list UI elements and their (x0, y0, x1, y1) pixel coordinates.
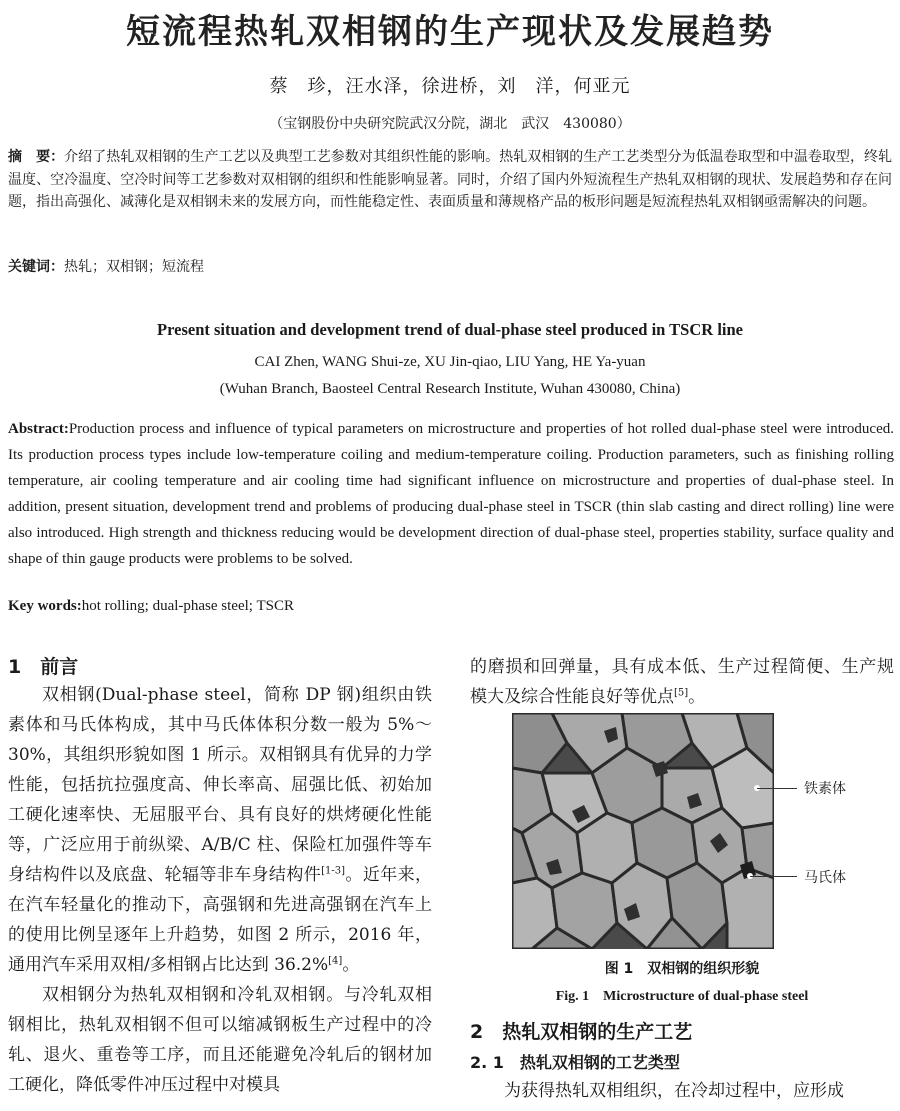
p1-text-b: 。近年来，在汽车轻量化的推动下，高强钢和先进高强钢在汽车上的使用比例呈逐年上升趋势，如图 2 所示，2016 年，通用汽车采用双相/多相钢占比达到 36.2% (8, 865, 433, 975)
paper-title-en: Present situation and development trend of dual-phase steel produced in TSCR line (157, 320, 743, 339)
affiliation-zh: （宝钢股份中央研究院武汉分院，湖北 武汉 430080） (269, 116, 631, 132)
figure-1-caption-en: Fig. 1 Microstructure of dual-phase steel (555, 989, 809, 1004)
ferrite-label: 铁素体 (804, 781, 846, 797)
abstract-en (8, 416, 894, 572)
affiliation-en: (Wuhan Branch, Baosteel Central Research Institute, Wuhan 430080, China) (219, 381, 681, 397)
martensite-label: 马氏体 (804, 870, 846, 886)
p1-text-a: 双相钢(Dual-phase steel，简称 DP 钢)组织由铁素体和马氏体构成，其中马氏体体积分数一般为 5%～30%，其组织形貌如图 1 所示。双相钢具有优异的力学性能，包括抗拉强度高、伸长率高、屈强比低、初始加工硬化速率快、无屈服平台、具有良好的烘烤硬化性能等，广泛应用于前纵梁、A/B/C 柱、保险杠加强件等车身结构件以及底盘、轮辐等非车身结构件 (8, 685, 432, 885)
section-2-heading: 2 热轧双相钢的生产工艺 (470, 1021, 693, 1043)
figure-1-caption-zh: 图 1 双相钢的组织形貌 (604, 961, 760, 977)
keywords-zh (8, 256, 204, 276)
section-2-1-heading: 2. 1 热轧双相钢的工艺类型 (470, 1053, 680, 1072)
abstract-zh-label: 摘 要： (8, 149, 65, 165)
keywords-zh-text: 热轧；双相钢；短流程 (64, 259, 204, 275)
abstract-en-label: Abstract: (8, 421, 69, 437)
paper-title: 短流程热轧双相钢的生产现状及发展趋势 (126, 12, 774, 52)
keywords-en-text: hot rolling; dual-phase steel; TSCR (81, 598, 294, 614)
keywords-en-label: Key words: (8, 598, 82, 614)
abstract-zh (8, 146, 892, 214)
section-2-1-paragraph: 为获得热轧双相组织，在冷却过程中，应形成 (504, 1081, 844, 1101)
authors-zh: 蔡 珍，汪水泽，徐进桥，刘 洋，何亚元 (269, 76, 631, 97)
section-1-heading: 1 前言 (8, 656, 79, 678)
citation-4: [4] (328, 955, 343, 967)
microstructure-image (512, 713, 774, 949)
ferrite-leader-line (757, 788, 797, 789)
section-1-body (8, 680, 432, 1100)
section-1-continued (470, 652, 894, 712)
abstract-zh-text: 介绍了热轧双相钢的生产工艺以及典型工艺参数对其组织性能的影响。热轧双相钢的生产工艺类型分为低温卷取型和中温卷取型，终轧温度、空冷温度、空冷时间等工艺参数对双相钢的组织和性能影响显著。同时，介绍了国内外短流程生产热轧双相钢的现状、发展趋势和存在问题，指出高强化、减薄化是双相钢未来的发展方向，而性能稳定性、表面质量和薄规格产品的板形问题是短流程热轧双相钢亟需解决的问题。 (8, 149, 893, 211)
citation-5: [5] (674, 687, 689, 699)
p2-continued-text: 的磨损和回弹量，具有成本低、生产过程简便、生产规模大及综合性能良好等优点 (470, 657, 894, 707)
section-1-paragraph-2: 双相钢分为热轧双相钢和冷轧双相钢。与冷轧双相钢相比，热轧双相钢不但可以缩减钢板生产过程中的冷轧、退火、重卷等工序，而且还能避免冷轧后的钢材加工硬化，降低零件冲压过程中对模具 (8, 985, 432, 1095)
microstructure-grains (512, 713, 774, 949)
abstract-en-text: Production process and influence of typical parameters on microstructure and properties of hot rolled dual-phase steel were introduced. Its production process types include low-temperature coiling and medium-temperature coiling. Production parameters, such as finishing rolling temperature, air cooling temperature and air cooling time had significant influence on microstructure and properties of dual-phase steel. In addition, present situation, development trend and problems of producing dual-phase steel in TSCR (thin slab casting and direct rolling) line were also introduced. High strength and thickness reducing would be development direction of dual-phase steel, properties stability, surface quality and shape of thin gauge products were problems to be solved. (8, 421, 894, 567)
p2-end: 。 (688, 687, 706, 707)
p1-text-c: 。 (342, 955, 360, 975)
keywords-en (8, 598, 294, 615)
martensite-leader-line (750, 876, 797, 877)
authors-en: CAI Zhen, WANG Shui-ze, XU Jin-qiao, LIU Yang, HE Ya-yuan (254, 354, 646, 370)
keywords-zh-label: 关键词： (8, 259, 64, 275)
citation-1-3: [1-3] (321, 865, 346, 877)
section-1-paragraph-1 (8, 680, 432, 980)
